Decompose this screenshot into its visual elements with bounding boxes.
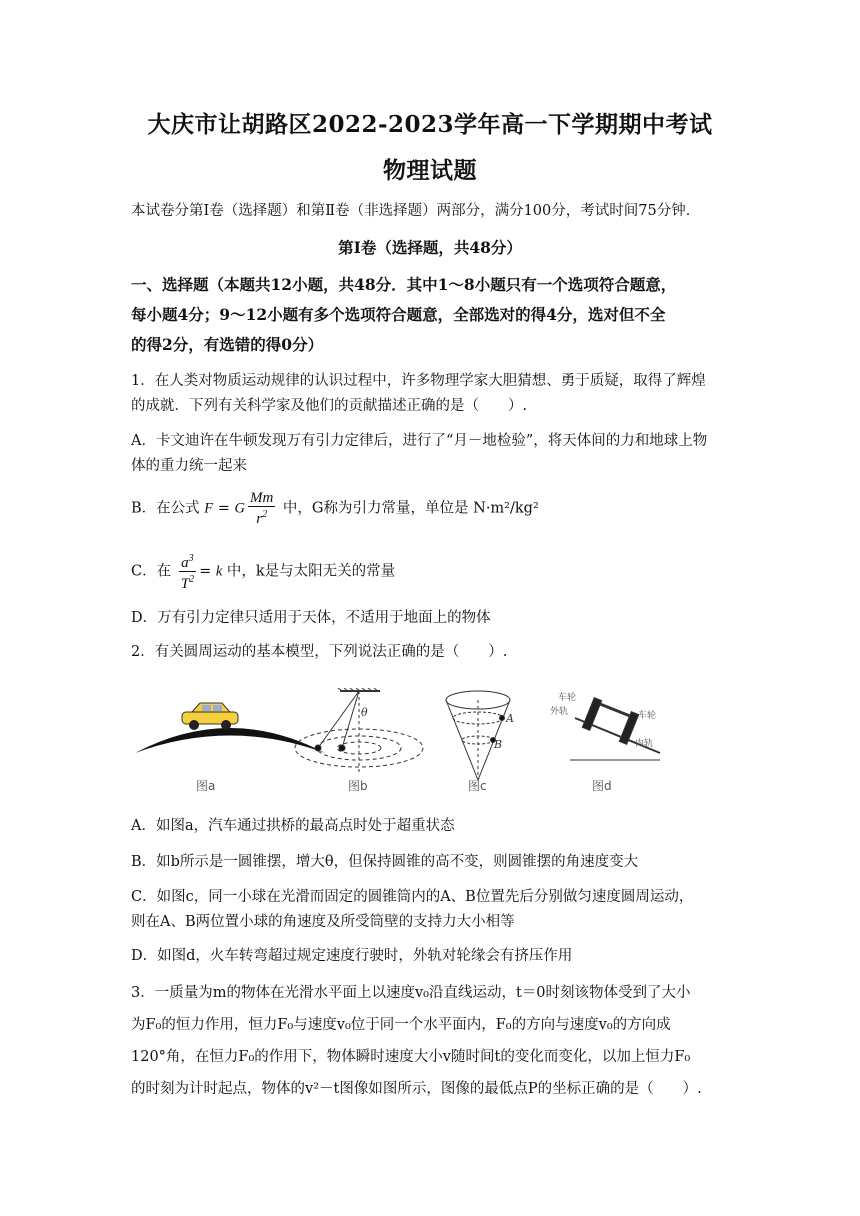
figure-b-conical-pendulum [295,688,423,773]
instructions-line-1: 一、选择题（本题共12小题，共48分．其中1～8小题只有一个选项符合题意， [131,275,677,294]
q2-option-c-line-1: C．如图c，同一小球在光滑而固定的圆锥筒内的A、B位置先后分别做匀速度圆周运动， [131,889,694,905]
q2-option-b: B．如b所示是一圆锥摆，增大θ，但保持圆锥的高不变，则圆锥摆的角速度变大 [131,854,639,870]
q1-option-c: C．在 $\frac{a^3}{T^2}$ = k 中，k是与太阳无关的常量 [131,553,396,592]
q3-line-1: 3．一质量为m的物体在光滑水平面上以速度v₀沿直线运动，t＝0时刻该物体受到了大小 [131,985,691,1001]
instructions-line-2: 每小题4分；9～12小题有多个选项符合题意，全部选对的得4分，选对但不全 [131,305,666,324]
intro-text: 本试卷分第Ⅰ卷（选择题）和第Ⅱ卷（非选择题）两部分，满分100分，考试时间75分钟． [131,203,701,219]
q1-stem-line-1: 1．在人类对物质运动规律的认识过程中，许多物理学家大胆猜想、勇于质疑，取得了辉煌 [131,373,706,389]
q1-option-b-middle: 中，G称为引力常量，单位是 [282,500,469,517]
q3-line-4: 的时刻为计时起点，物体的v²－t图像如图所示，图像的最低点P的坐标正确的是（ ）. [131,1081,702,1097]
point-a-label: A [506,712,514,725]
outer-wheel-label: 车轮 [558,693,577,703]
q2-option-d: D．如图d，火车转弯超过规定速度行驶时，外轨对轮缘会有挤压作用 [131,948,573,964]
page-subtitle: 物理试题 [383,157,477,184]
outer-rail-label: 外轨 [550,707,569,717]
car-icon [182,703,238,730]
point-b-label: B [494,738,503,751]
q3-line-3: 120°角，在恒力F₀的作用下，物体瞬时速度大小v随时间t的变化而变化，以加上恒力F₀ [131,1049,691,1065]
figure-c-cone [446,691,514,780]
q1-option-a-line-2: 体的重力统一起来 [131,458,247,474]
figure-a-bridge [135,703,325,753]
q1-stem-line-2: 的成就．下列有关科学家及他们的贡献描述正确的是（ ）. [131,398,528,414]
figure-d-train-rails [550,691,660,760]
theta-label: θ [361,706,368,719]
q1-option-b-prefix: B．在公式 [131,500,200,517]
q3-line-2: 为F₀的恒力作用，恒力F₀与速度v₀位于同一个水平面内，F₀的方向与速度v₀的方向成 [131,1017,671,1033]
q2-stem: 2．有关圆周运动的基本模型，下列说法正确的是（ ）. [131,644,508,660]
inner-rail-label: 内轨 [635,739,654,749]
figure-b-label: 图b [348,779,368,793]
page-title: 大庆市让胡路区2022-2023学年高一下学期期中考试 [147,111,713,138]
figure-d-label: 图d [592,779,612,793]
q1-option-c-suffix: 中，k是与太阳无关的常量 [226,563,396,580]
section-title: 第Ⅰ卷（选择题，共48分） [338,238,522,257]
q2-option-c-line-2: 则在A、B两位置小球的角速度及所受筒壁的支持力大小相等 [131,914,515,930]
q2-figures [130,688,690,788]
q1-option-c-prefix: C．在 [131,563,172,580]
q1-option-b-unit: N·m²/kg² [473,500,539,517]
inner-wheel-label: 车轮 [638,711,657,721]
instructions-line-3: 的得2分，有选错的得0分） [131,335,324,354]
figure-a-label: 图a [196,779,216,793]
figure-c-label: 图c [468,779,487,793]
q1-option-b: B．在公式 F = G $\frac{Mm}{r^2}$ 中，G称为引力常量，单位是 N·m²/kg² [131,490,539,527]
q2-option-a: A．如图a，汽车通过拱桥的最高点时处于超重状态 [131,818,455,834]
q1-option-a-line-1: A．卡文迪许在牛顿发现万有引力定律后，进行了“月－地检验”，将天体间的力和地球上物 [131,433,708,449]
q1-option-d: D．万有引力定律只适用于天体，不适用于地面上的物体 [131,610,491,626]
